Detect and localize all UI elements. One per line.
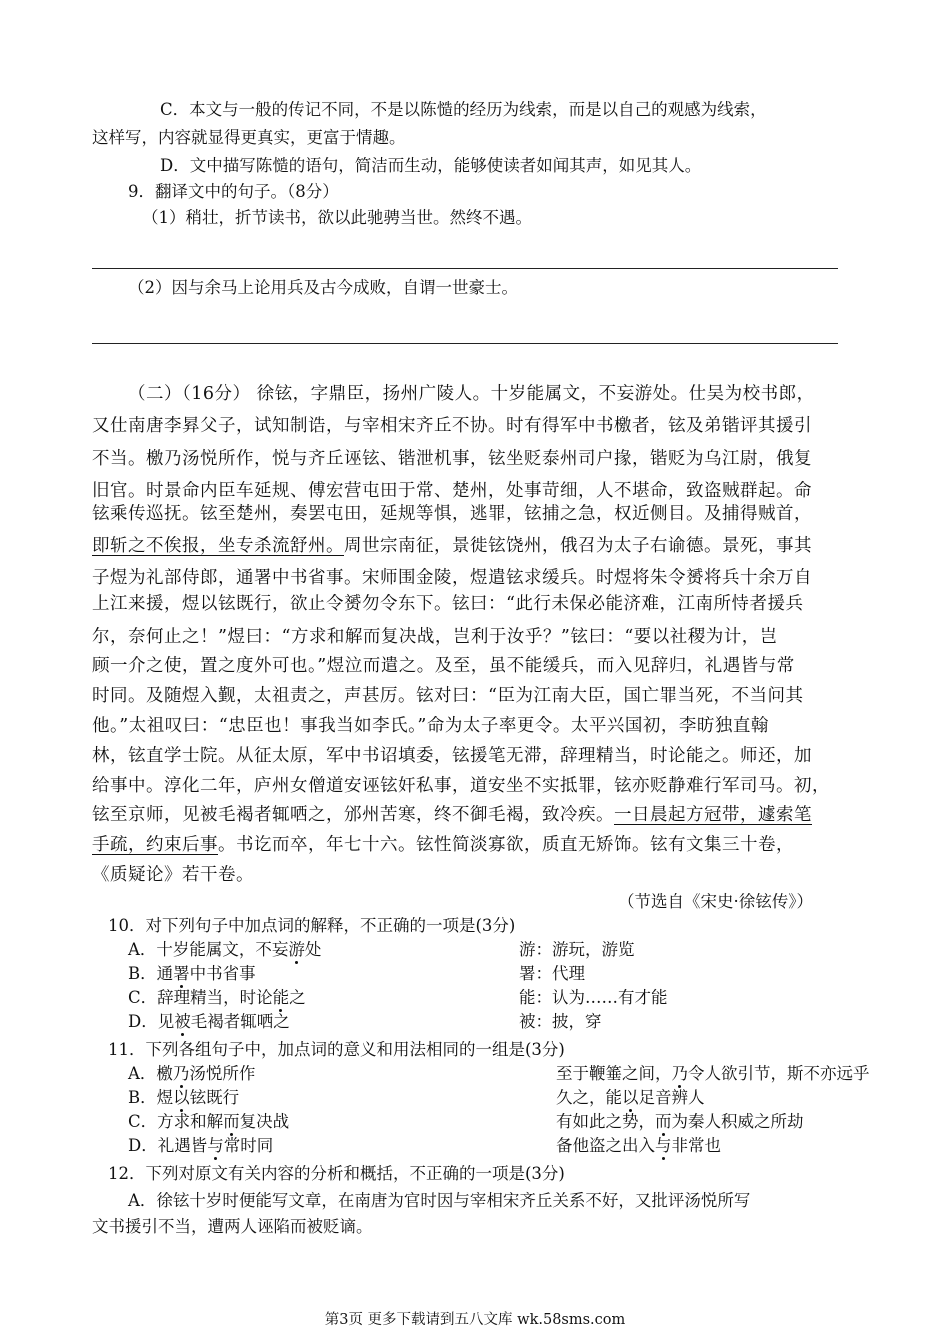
dotted-word: 游 bbox=[288, 940, 305, 959]
passage-line-3: 不当。檄乃汤悦所作，悦与齐丘诬铉、锴泄机事，铉坐贬泰州司户掾，锴贬为乌江尉，俄复 bbox=[92, 449, 812, 469]
answer-line-2 bbox=[92, 343, 838, 344]
passage-line-13: 林，铉直学士院。从征太原，军中书诏填委，铉援笔无滞，辞理精当，时论能之。师还，加 bbox=[92, 746, 812, 766]
q10-option-b: B．通署中书省事 署：代理 bbox=[128, 964, 585, 983]
underlined-sentence-1: 即斩之不俟报，坐专杀流舒州。 bbox=[92, 536, 344, 556]
q12-stem: 12．下列对原文有关内容的分析和概括，不正确的一项是(3分) bbox=[108, 1164, 565, 1183]
dotted-word: 与 bbox=[655, 1136, 672, 1155]
dotted-word: 与 bbox=[207, 1136, 224, 1155]
dotted-word: 以 bbox=[622, 1088, 639, 1107]
q8-option-c-line1: C．本文与一般的传记不同，不是以陈慥的经历为线索，而是以自己的观感为线索， bbox=[160, 100, 767, 119]
dotted-word: 乃 bbox=[671, 1064, 688, 1083]
q11-option-b: B．煜以铉既行 久之，能以足音辨人 bbox=[128, 1088, 705, 1107]
q10-option-d: D．见被毛褐者辄哂之 被：披，穿 bbox=[128, 1012, 602, 1031]
passage-line-1: （二）（16分） 徐铉，字鼎臣，扬州广陵人。十岁能属文，不妄游处。仕吴为校书郎， bbox=[128, 384, 815, 404]
q10-option-c: C．辞理精当，时论能之 能：认为……有才能 bbox=[128, 988, 668, 1007]
answer-line-1 bbox=[92, 268, 838, 269]
dotted-word: 能 bbox=[272, 988, 290, 1007]
passage-line-14: 给事中。淳化二年，庐州女僧道安诬铉奸私事，道安坐不实抵罪，铉亦贬静难行军司马。初， bbox=[92, 776, 830, 796]
q11-stem: 11．下列各组句子中，加点词的意义和用法相同的一组是(3分) bbox=[108, 1040, 565, 1059]
page-footer: 第3页 更多下载请到五八文库 wk.58sms.com bbox=[324, 1312, 626, 1328]
dotted-word: 乃 bbox=[172, 1064, 190, 1083]
q10-option-a: A．十岁能属文，不妄游处 游：游玩，游览 bbox=[128, 940, 635, 959]
passage-line-10: 顾一介之使，置之度外可也。”煜泣而遣之。及至，虽不能缓兵，而入见辞归，礼遇皆与常 bbox=[92, 656, 795, 676]
q11-option-c: C．方求和解而复决战 有如此之势，而为秦人积威之所劫 bbox=[128, 1112, 804, 1131]
q9-sentence-1: （1）稍壮，折节读书，欲以此驰骋当世。然终不遇。 bbox=[142, 208, 532, 227]
passage-source: （节选自《宋史·徐铉传》） bbox=[618, 892, 813, 911]
passage-line-7: 子煜为礼部侍郎，通署中书省事。宋师围金陵，煜遣铉求缓兵。时煜将朱令赟将兵十余万自 bbox=[92, 568, 812, 588]
passage-line-16: 手疏，约束后事。书讫而卒，年七十六。铉性简淡寡欲，质直无矫饰。铉有文集三十卷， bbox=[92, 835, 794, 855]
passage-line-4: 旧官。时景命内臣车延规、傅宏营屯田于常、楚州，处事苛细，人不堪命，致盗贼群起。命 bbox=[92, 481, 812, 501]
passage-line-5: 铉乘传巡抚。铉至楚州，奏罢屯田，延规等惧，逃罪，铉捕之急，权近侧目。及捕得贼首， bbox=[92, 504, 812, 524]
passage-line-9: 尔，奈何止之！”煜曰：“方求和解而复决战，岂利于汝乎？”铉曰：“要以社稷为计，岂 bbox=[92, 627, 778, 647]
dotted-word: 被 bbox=[174, 1012, 191, 1031]
underlined-sentence-2a: 一日晨起方冠带，遽索笔 bbox=[614, 805, 812, 825]
q12-option-a-line1: A．徐铉十岁时便能写文章，在南唐为官时因与宰相宋齐丘关系不好，又批评汤悦所写 bbox=[128, 1191, 751, 1210]
dotted-word: 署 bbox=[173, 964, 190, 983]
underlined-sentence-2b: 手疏，约束后事 bbox=[92, 835, 218, 855]
passage-line-17: 《质疑论》若干卷。 bbox=[92, 865, 254, 885]
q11-option-d: D．礼遇皆与常时同 备他盗之出入与非常也 bbox=[128, 1136, 721, 1155]
passage-line-12: 他。”太祖叹曰：“忠臣也！事我当如李氏。”命为太子率更令。太平兴国初，李昉独直翰 bbox=[92, 716, 769, 736]
passage-line-15: 铉至京师，见被毛褐者辄哂之，邠州苦寒，终不御毛褐，致冷疾。一日晨起方冠带，遽索笔 bbox=[92, 805, 812, 825]
dotted-word: 而 bbox=[223, 1112, 240, 1131]
q11-option-a: A．檄乃汤悦所作 至于鞭箠之间，乃令人欲引节，斯不亦远乎 bbox=[128, 1064, 870, 1083]
passage-line-8: 上江来援，煜以铉既行，欲止令赟勿令东下。铉曰：“此行未保必能济难，江南所恃者援兵 bbox=[92, 594, 804, 614]
passage-line-2: 又仕南唐李昪父子，试知制诰，与宰相宋齐丘不协。时有得军中书檄者，铉及弟锴评其援引 bbox=[92, 416, 812, 436]
dotted-word: 而 bbox=[655, 1112, 672, 1131]
q9-sentence-2: （2）因与余马上论用兵及古今成败，自谓一世豪士。 bbox=[128, 278, 518, 297]
q12-option-a-line2: 文书援引不当，遭两人诬陷而被贬谪。 bbox=[92, 1217, 373, 1236]
q10-stem: 10．对下列句子中加点词的解释，不正确的一项是(3分) bbox=[108, 916, 516, 935]
passage-line-6: 即斩之不俟报，坐专杀流舒州。周世宗南征，景徙铉饶州，俄召为太子右谕德。景死，事其 bbox=[92, 536, 812, 556]
dotted-word: 以 bbox=[173, 1088, 190, 1107]
q9-stem: 9．翻译文中的句子。（8分） bbox=[128, 182, 339, 201]
passage-line-11: 时同。及随煜入觐，太祖责之，声甚厉。铉对曰：“臣为江南大臣，国亡罪当死，不当问其 bbox=[92, 686, 804, 706]
q8-option-c-line2: 这样写，内容就显得更真实，更富于情趣。 bbox=[92, 128, 406, 147]
q8-option-d: D．文中描写陈慥的语句，简洁而生动，能够使读者如闻其声，如见其人。 bbox=[160, 156, 702, 175]
